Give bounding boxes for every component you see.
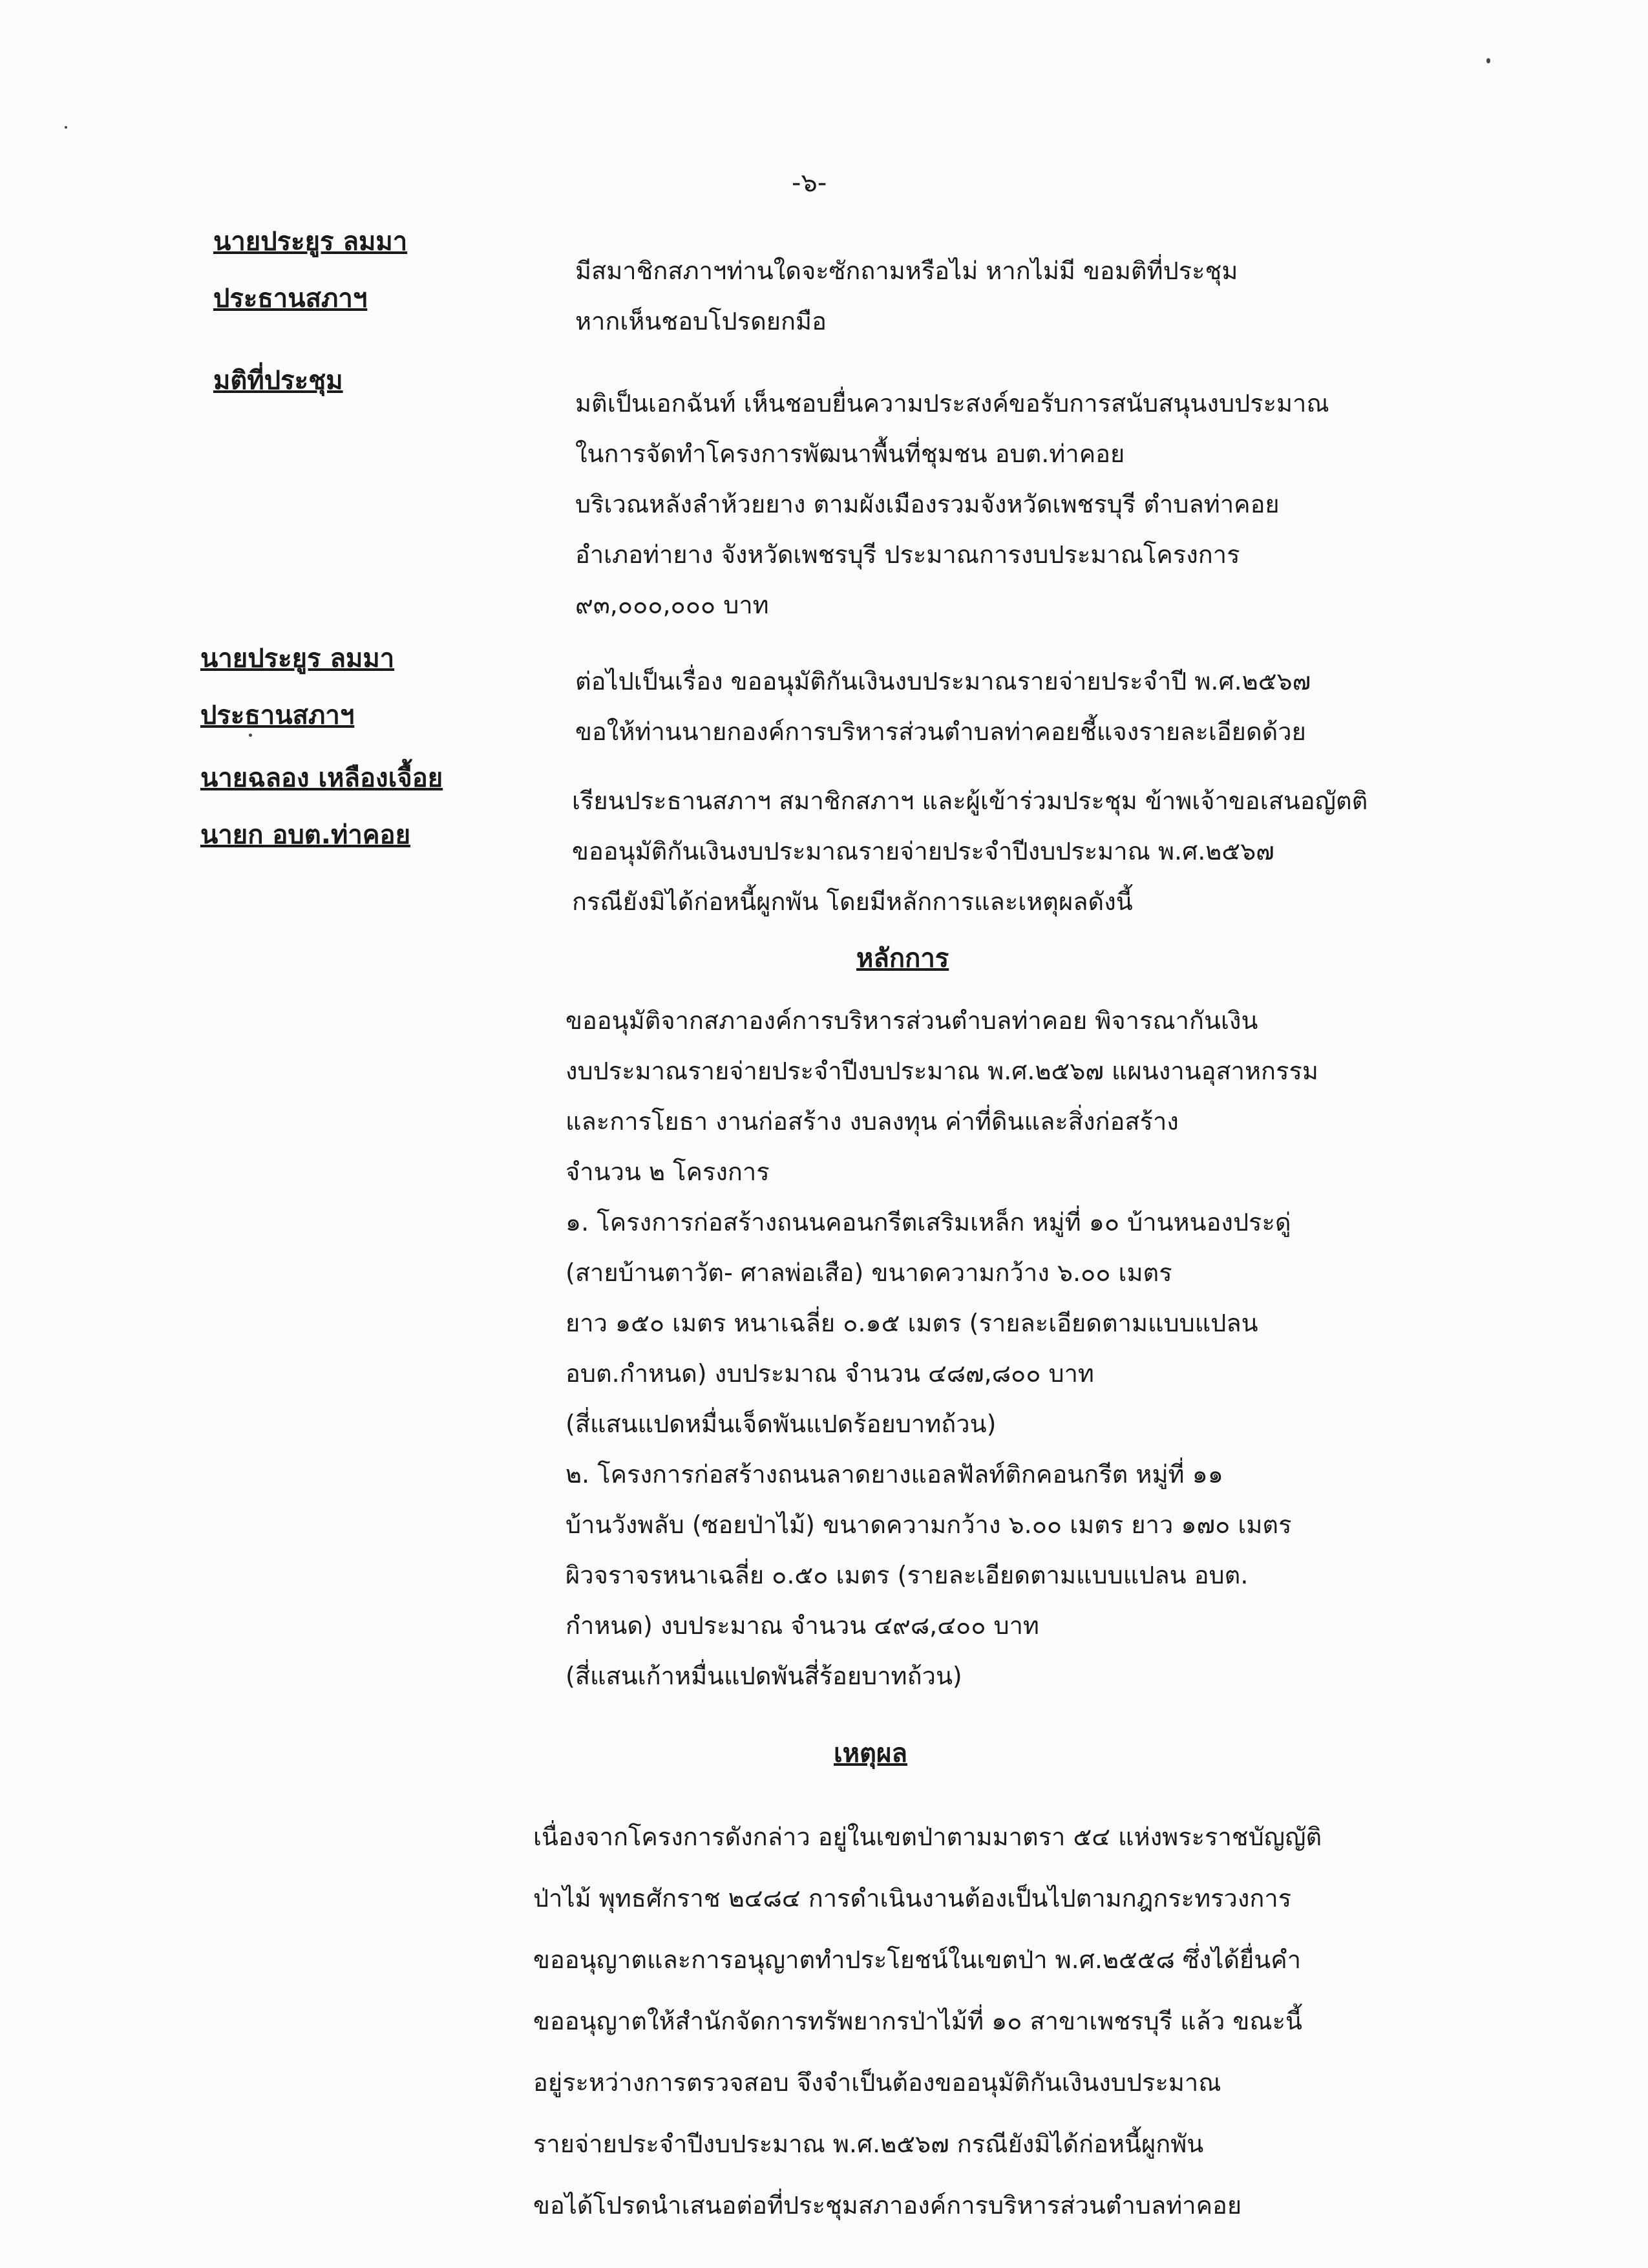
text-line: ขออนุมัติจากสภาองค์การบริหารส่วนตำบลท่าคอย พิจารณากันเงิน [565, 1006, 1258, 1035]
text-line: ในการจัดทำโครงการพัฒนาพื้นที่ชุมชน อบต.ท่าคอย [575, 440, 1125, 468]
text-line: จำนวน ๒ โครงการ [565, 1158, 770, 1186]
text-line: ป่าไม้ พุทธศักราช ๒๔๘๔ การดำเนินงานต้องเป็นไปตามกฎกระทรวงการ [533, 1884, 1292, 1913]
text-line: บริเวณหลังลำห้วยยาง ตามผังเมืองรวมจังหวัดเพชรบุรี ตำบลท่าคอย [575, 490, 1280, 518]
text-line: ขออนุญาตและการอนุญาตทำประโยชน์ในเขตป่า พ.ศ.๒๕๕๘ ซึ่งได้ยื่นคำ [533, 1945, 1302, 1974]
speaker-title: ประธานสภาฯ [200, 701, 355, 730]
resolution-text [575, 378, 1329, 630]
scan-speck [65, 126, 67, 129]
speaker-label [200, 630, 472, 744]
scan-speck [249, 734, 252, 737]
speaker-name: นายฉลอง เหลืองเจื้อย [200, 763, 443, 793]
text-line: ๙๓,๐๐๐,๐๐๐ บาท [575, 591, 769, 619]
text-line: งบประมาณรายจ่ายประจำปีงบประมาณ พ.ศ.๒๕๖๗ แผนงานอุสาหกรรม [565, 1057, 1318, 1085]
text-line: ผิวจราจรหนาเฉลี่ย ๐.๕๐ เมตร (รายละเอียดตามแบบแปลน อบต. [565, 1561, 1249, 1589]
text-line: กำหนด) งบประมาณ จำนวน ๔๙๘,๔๐๐ บาท [565, 1611, 1039, 1640]
speaker-label [213, 213, 485, 327]
text-line: บ้านวังพลับ (ซอยป่าไม้) ขนาดความกว้าง ๖.๐๐ เมตร ยาว ๑๗๐ เมตร [565, 1510, 1292, 1539]
speaker-title: นายก อบต.ท่าคอย [200, 820, 411, 850]
text-line: อยู่ระหว่างการตรวจสอบ จึงจำเป็นต้องขออนุมัติกันเงินงบประมาณ [533, 2068, 1221, 2097]
text-line: มีสมาชิกสภาฯท่านใดจะซักถามหรือไม่ หากไม่มี ขอมติที่ประชุม [575, 257, 1238, 285]
reason-text [533, 1807, 1322, 2236]
text-line: (สี่แสนแปดหมื่นเจ็ดพันแปดร้อยบาทถ้วน) [565, 1410, 997, 1438]
text-line: กรณียังมิได้ก่อหนี้ผูกพัน โดยมีหลักการและเหตุผลดังนี้ [572, 887, 1133, 916]
speaker-title: ประธานสภาฯ [213, 284, 368, 313]
text-line: ขออนุญาตให้สำนักจัดการทรัพยากรป่าไม้ที่ ๑๐ สาขาเพชรบุรี แล้ว ขณะนี้ [533, 2007, 1302, 2035]
resolution-label [213, 352, 485, 409]
text-line: ขอให้ท่านนายกองค์การบริหารส่วนตำบลท่าคอยชี้แจงรายละเอียดด้วย [575, 717, 1306, 746]
entry-text [575, 246, 1238, 346]
text-line: เนื่องจากโครงการดังกล่าว อยู่ในเขตป่าตามมาตรา ๕๔ แห่งพระราชบัญญัติ [533, 1823, 1322, 1851]
principle-text [565, 995, 1318, 1701]
text-line: (สายบ้านตาวัต- ศาลพ่อเสือ) ขนาดความกว้าง ๖.๐๐ เมตร [565, 1258, 1172, 1287]
text-line: (สี่แสนเก้าหมื่นแปดพันสี่ร้อยบาทถ้วน) [565, 1662, 962, 1690]
speaker-name: นายประยูร ลมมา [200, 644, 395, 673]
scan-speck [1486, 58, 1490, 63]
reason-heading: เหตุผล [834, 1739, 907, 1768]
text-line: ต่อไปเป็นเรื่อง ขออนุมัติกันเงินงบประมาณรายจ่ายประจำปี พ.ศ.๒๕๖๗ [575, 667, 1311, 695]
entry-text [572, 776, 1368, 927]
text-line: เรียนประธานสภาฯ สมาชิกสภาฯ และผู้เข้าร่วมประชุม ข้าพเจ้าขอเสนอญัตติ [572, 787, 1368, 815]
principle-heading: หลักการ [856, 944, 949, 973]
page-number: -๖- [792, 168, 827, 198]
text-line: อำเภอท่ายาง จังหวัดเพชรบุรี ประมาณการงบประมาณโครงการ [575, 540, 1240, 569]
entry-text [575, 656, 1311, 757]
text-line: ยาว ๑๕๐ เมตร หนาเฉลี่ย ๐.๑๕ เมตร (รายละเอียดตามแบบแปลน [565, 1309, 1258, 1337]
text-line: และการโยธา งานก่อสร้าง งบลงทุน ค่าที่ดินและสิ่งก่อสร้าง [565, 1107, 1179, 1136]
speaker-name: นายประยูร ลมมา [213, 227, 408, 257]
text-line: ๑. โครงการก่อสร้างถนนคอนกรีตเสริมเหล็ก หมู่ที่ ๑๐ บ้านหนองประดู่ [565, 1208, 1291, 1236]
text-line: อบต.กำหนด) งบประมาณ จำนวน ๔๘๗,๘๐๐ บาท [565, 1359, 1094, 1388]
text-line: ๒. โครงการก่อสร้างถนนลาดยางแอลฟัลท์ติกคอนกรีต หมู่ที่ ๑๑ [565, 1460, 1223, 1489]
resolution-title: มติที่ประชุม [213, 366, 343, 396]
text-line: ขออนุมัติกันเงินงบประมาณรายจ่ายประจำปีงบประมาณ พ.ศ.๒๕๖๗ [572, 837, 1274, 865]
text-line: หากเห็นชอบโปรดยกมือ [575, 307, 827, 335]
text-line: ขอได้โปรดนำเสนอต่อที่ประชุมสภาองค์การบริหารส่วนตำบลท่าคอย [533, 2191, 1242, 2220]
text-line: มติเป็นเอกฉันท์ เห็นชอบยื่นความประสงค์ขอรับการสนับสนุนงบประมาณ [575, 389, 1329, 418]
text-line: รายจ่ายประจำปีงบประมาณ พ.ศ.๒๕๖๗ กรณียังมิได้ก่อหนี้ผูกพัน [533, 2130, 1204, 2158]
speaker-label [200, 750, 472, 864]
